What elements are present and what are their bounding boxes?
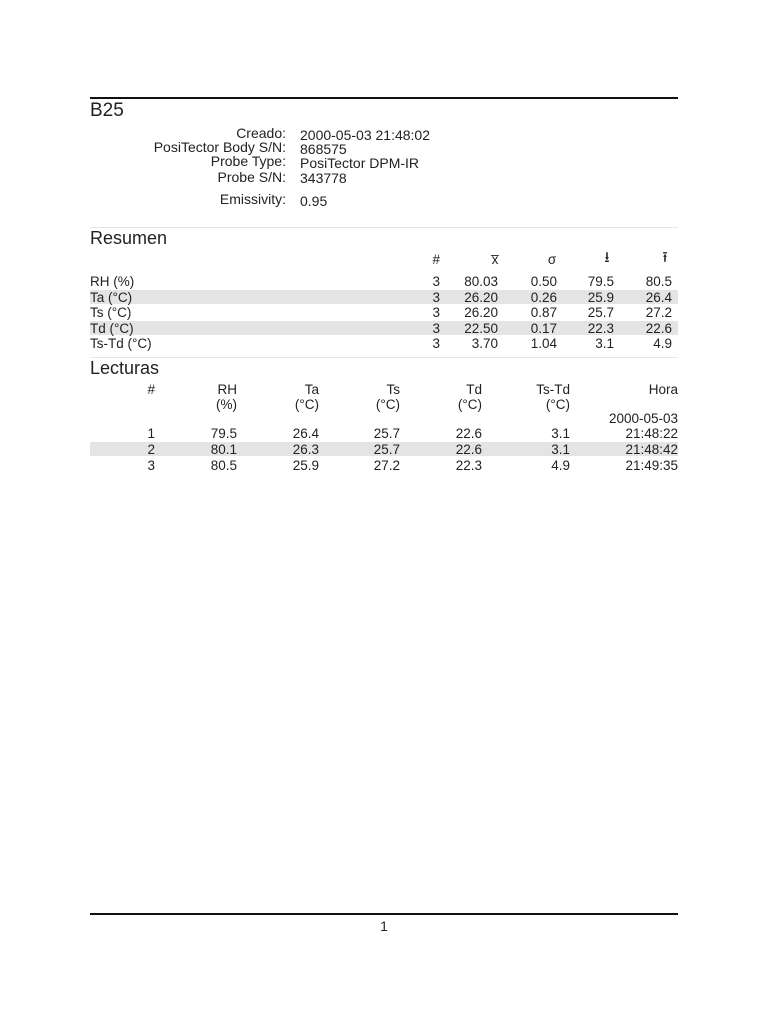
reading-number: 2 <box>147 442 155 457</box>
readings-col-rh-unit: (%) <box>216 397 237 412</box>
summary-row-count: 3 <box>432 321 440 336</box>
summary-row-min: 25.9 <box>587 290 614 305</box>
summary-col-max-icon: ⭱ <box>662 249 668 266</box>
summary-row-min: 25.7 <box>587 305 614 320</box>
summary-row-sd: 1.04 <box>530 336 557 351</box>
summary-row-mean: 22.50 <box>464 321 498 336</box>
summary-row-max: 27.2 <box>645 305 672 320</box>
reading-ta: 26.4 <box>292 426 319 441</box>
meta-label-created: Creado: <box>236 125 286 141</box>
summary-row-name: Ts-Td (°C) <box>90 336 152 351</box>
summary-row-name: Td (°C) <box>90 321 134 336</box>
summary-row-min: 22.3 <box>587 321 614 336</box>
summary-row-max: 80.5 <box>645 274 672 289</box>
readings-col-number: # <box>147 382 155 397</box>
summary-row-count: 3 <box>432 305 440 320</box>
section-divider <box>90 357 678 358</box>
reading-ta: 26.3 <box>292 442 319 457</box>
summary-row-sd: 0.87 <box>530 305 557 320</box>
summary-row-mean: 3.70 <box>471 336 498 351</box>
header-rule <box>90 97 678 99</box>
footer-rule <box>90 913 678 915</box>
meta-label-probe-sn: Probe S/N: <box>217 169 286 185</box>
summary-row-mean: 26.20 <box>464 290 498 305</box>
summary-row-min: 79.5 <box>587 274 614 289</box>
summary-row-name: Ta (°C) <box>90 290 133 305</box>
reading-rh: 80.5 <box>210 458 237 473</box>
readings-col-rh: RH <box>217 382 237 397</box>
summary-row-min: 3.1 <box>595 336 614 351</box>
readings-col-td: Td <box>466 382 482 397</box>
meta-label-emissivity: Emissivity: <box>219 191 286 207</box>
reading-number: 3 <box>147 458 155 473</box>
summary-row-count: 3 <box>432 336 440 351</box>
readings-col-ta-unit: (°C) <box>294 397 319 412</box>
summary-col-min-icon: ⭳ <box>604 249 610 266</box>
reading-tstd: 4.9 <box>551 458 570 473</box>
reading-time: 21:48:42 <box>625 442 678 457</box>
reading-time: 21:48:22 <box>625 426 678 441</box>
meta-label-probe-type: Probe Type: <box>210 153 286 169</box>
readings-col-time: Hora <box>648 382 678 397</box>
meta-value-probe-sn: 343778 <box>300 170 347 186</box>
readings-col-ts: Ts <box>386 382 400 397</box>
summary-col-count: # <box>432 252 440 267</box>
summary-row-count: 3 <box>432 274 440 289</box>
summary-row-max: 4.9 <box>653 336 672 351</box>
reading-tstd: 3.1 <box>551 426 570 441</box>
reading-time: 21:49:35 <box>625 458 678 473</box>
readings-col-tstd-unit: (°C) <box>545 397 570 412</box>
reading-tstd: 3.1 <box>551 442 570 457</box>
reading-ta: 25.9 <box>292 458 319 473</box>
summary-row-count: 3 <box>432 290 440 305</box>
summary-row-sd: 0.50 <box>530 274 557 289</box>
summary-row-sd: 0.17 <box>530 321 557 336</box>
readings-col-ta: Ta <box>304 382 319 397</box>
meta-value-probe-type: PosiTector DPM-IR <box>300 155 420 171</box>
meta-value-emissivity: 0.95 <box>300 193 328 209</box>
summary-row-mean: 80.03 <box>464 274 498 289</box>
reading-ts: 25.7 <box>373 426 400 441</box>
reading-td: 22.6 <box>455 426 482 441</box>
section-divider <box>90 227 678 228</box>
reading-rh: 79.5 <box>210 426 237 441</box>
reading-ts: 27.2 <box>373 458 400 473</box>
reading-td: 22.6 <box>455 442 482 457</box>
meta-label-body-sn: PosiTector Body S/N: <box>153 139 286 155</box>
readings-col-ts-unit: (°C) <box>375 397 400 412</box>
reading-ts: 25.7 <box>373 442 400 457</box>
readings-date: 2000-05-03 <box>608 411 678 426</box>
readings-heading: Lecturas <box>90 358 160 378</box>
meta-value-created: 2000-05-03 21:48:02 <box>300 127 430 143</box>
summary-row-sd: 0.26 <box>530 290 557 305</box>
report-title: B25 <box>90 100 124 121</box>
summary-col-sd: σ <box>547 252 557 267</box>
reading-td: 22.3 <box>455 458 482 473</box>
meta-value-body-sn: 868575 <box>300 141 347 157</box>
readings-col-tstd: Ts-Td <box>536 382 570 397</box>
summary-heading: Resumen <box>90 228 168 248</box>
summary-row-max: 22.6 <box>645 321 672 336</box>
summary-col-mean: x̅ <box>491 252 499 267</box>
readings-col-td-unit: (°C) <box>457 397 482 412</box>
reading-number: 1 <box>147 426 155 441</box>
reading-rh: 80.1 <box>210 442 237 457</box>
summary-row-name: Ts (°C) <box>90 305 132 320</box>
summary-row-max: 26.4 <box>645 290 672 305</box>
summary-row-name: RH (%) <box>90 274 135 289</box>
page-number: 1 <box>380 918 388 934</box>
summary-row-mean: 26.20 <box>464 305 498 320</box>
